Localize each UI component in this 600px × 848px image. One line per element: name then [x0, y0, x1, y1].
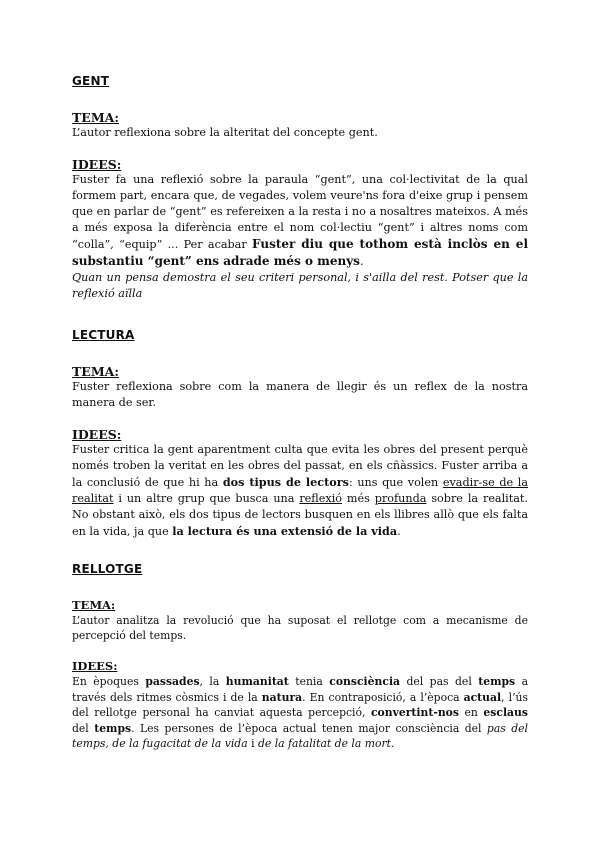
idees-bold-text: passades [145, 675, 200, 688]
idees-bold-text: humanitat [225, 675, 289, 688]
tema-heading: TEMA: [72, 364, 119, 379]
idees-text: . [390, 737, 395, 750]
idees-paragraph [72, 442, 528, 540]
idees-text: sobre la realitat. No obstant això, els dos tipus de lectors busquen en els llibres allò que els falta en la vida, ja que [72, 492, 528, 538]
idees-text: En èpoques [72, 675, 146, 688]
idees-bold-text: la lectura és una extensió de la vida [172, 524, 398, 538]
section-title-lectura: LECTURA [72, 328, 135, 342]
idees-text: a través dels ritmes còsmics i de la [72, 675, 529, 704]
idees-text: i [247, 737, 258, 750]
idees-bold-text: temps [478, 675, 516, 688]
idees-italic-text: de la fatalitat de la mort [257, 737, 391, 750]
idees-bold-text: esclaus [483, 706, 528, 719]
idees-text: , la [199, 675, 226, 688]
idees-underlined-text: evadir-se de la realitat [72, 476, 529, 505]
idees-text: Fuster fa una reflexió sobre la paraula “gent”, una col·lectivitat de la qual formem part, encara que, de vegades, volem veure'ns fora d'eixe grup i pensem que en parlar de “gent” es refereixen a la resta i no a nosaltres mateixos. A més a més exposa la diferència entre el nom col·lectiu “gent” i altres noms com “colla”, “equip” ... Per acabar [72, 173, 528, 251]
idees-text: en [458, 706, 484, 719]
tema-text: L’autor analitza la revolució que ha suposat el rellotge com a mecanisme de percepció del temps. [72, 614, 528, 642]
idees-text: . [359, 255, 364, 268]
idees-text: . Les persones de l’època actual tenen major consciència del [131, 721, 487, 735]
idees-text: Fuster critica la gent aparentment culta que evita les obres del present perquè només troben la veritat en les obres del passat, en els cñàssics. Fuster arriba a la conclusió de que hi ha [72, 443, 528, 489]
idees-text: del [72, 721, 95, 735]
document-page [72, 74, 528, 752]
idees-paragraph [72, 172, 528, 270]
idees-text: tenia [288, 675, 330, 688]
idees-text: . En contraposició, a l’època [302, 690, 464, 704]
idees-italic-paragraph: Quan un pensa demostra el seu criteri personal, i s'ailla del rest. Potser que la reflexió aïlla [72, 271, 528, 300]
idees-bold-text: dos tipus de lectors [222, 475, 349, 489]
idees-heading: IDEES: [72, 427, 122, 442]
idees-text: . [397, 525, 401, 538]
tema-text: L’autor reflexiona sobre la alteritat del concepte gent. [72, 126, 378, 139]
idees-text: del pas del [400, 675, 479, 688]
idees-bold-text: consciència [329, 675, 401, 688]
idees-underlined-text: profunda [374, 492, 427, 505]
idees-bold-text: convertint-nos [370, 706, 459, 719]
section-title-rellotge: RELLOTGE [72, 562, 143, 576]
idees-text: , l’ús del rellotge personal ha canviat aquesta percepció, [72, 690, 528, 719]
idees-bold-text: natura [261, 690, 303, 704]
idees-italic-text: pas del temps, de la fugacitat de la vida [72, 721, 528, 750]
idees-heading: IDEES: [72, 157, 122, 172]
idees-text: i un altre grup que busca una [113, 492, 300, 505]
idees-underlined-text: reflexió [299, 492, 343, 505]
idees-text: : uns que volen [348, 476, 443, 489]
tema-heading: TEMA: [72, 110, 119, 125]
idees-bold-text: Fuster diu que tothom està inclòs en el substantiu “gent” ens adrade més o menys [72, 237, 528, 268]
idees-heading: IDEES: [72, 659, 118, 673]
section-title-gent: GENT [72, 74, 110, 88]
idees-bold-text: actual [463, 690, 502, 704]
idees-paragraph [72, 674, 528, 752]
tema-heading: TEMA: [72, 598, 116, 612]
idees-bold-text: temps [94, 721, 132, 735]
idees-text: més [342, 492, 375, 505]
tema-text: Fuster reflexiona sobre com la manera de llegir és un reflex de la nostra manera de ser. [72, 380, 528, 409]
